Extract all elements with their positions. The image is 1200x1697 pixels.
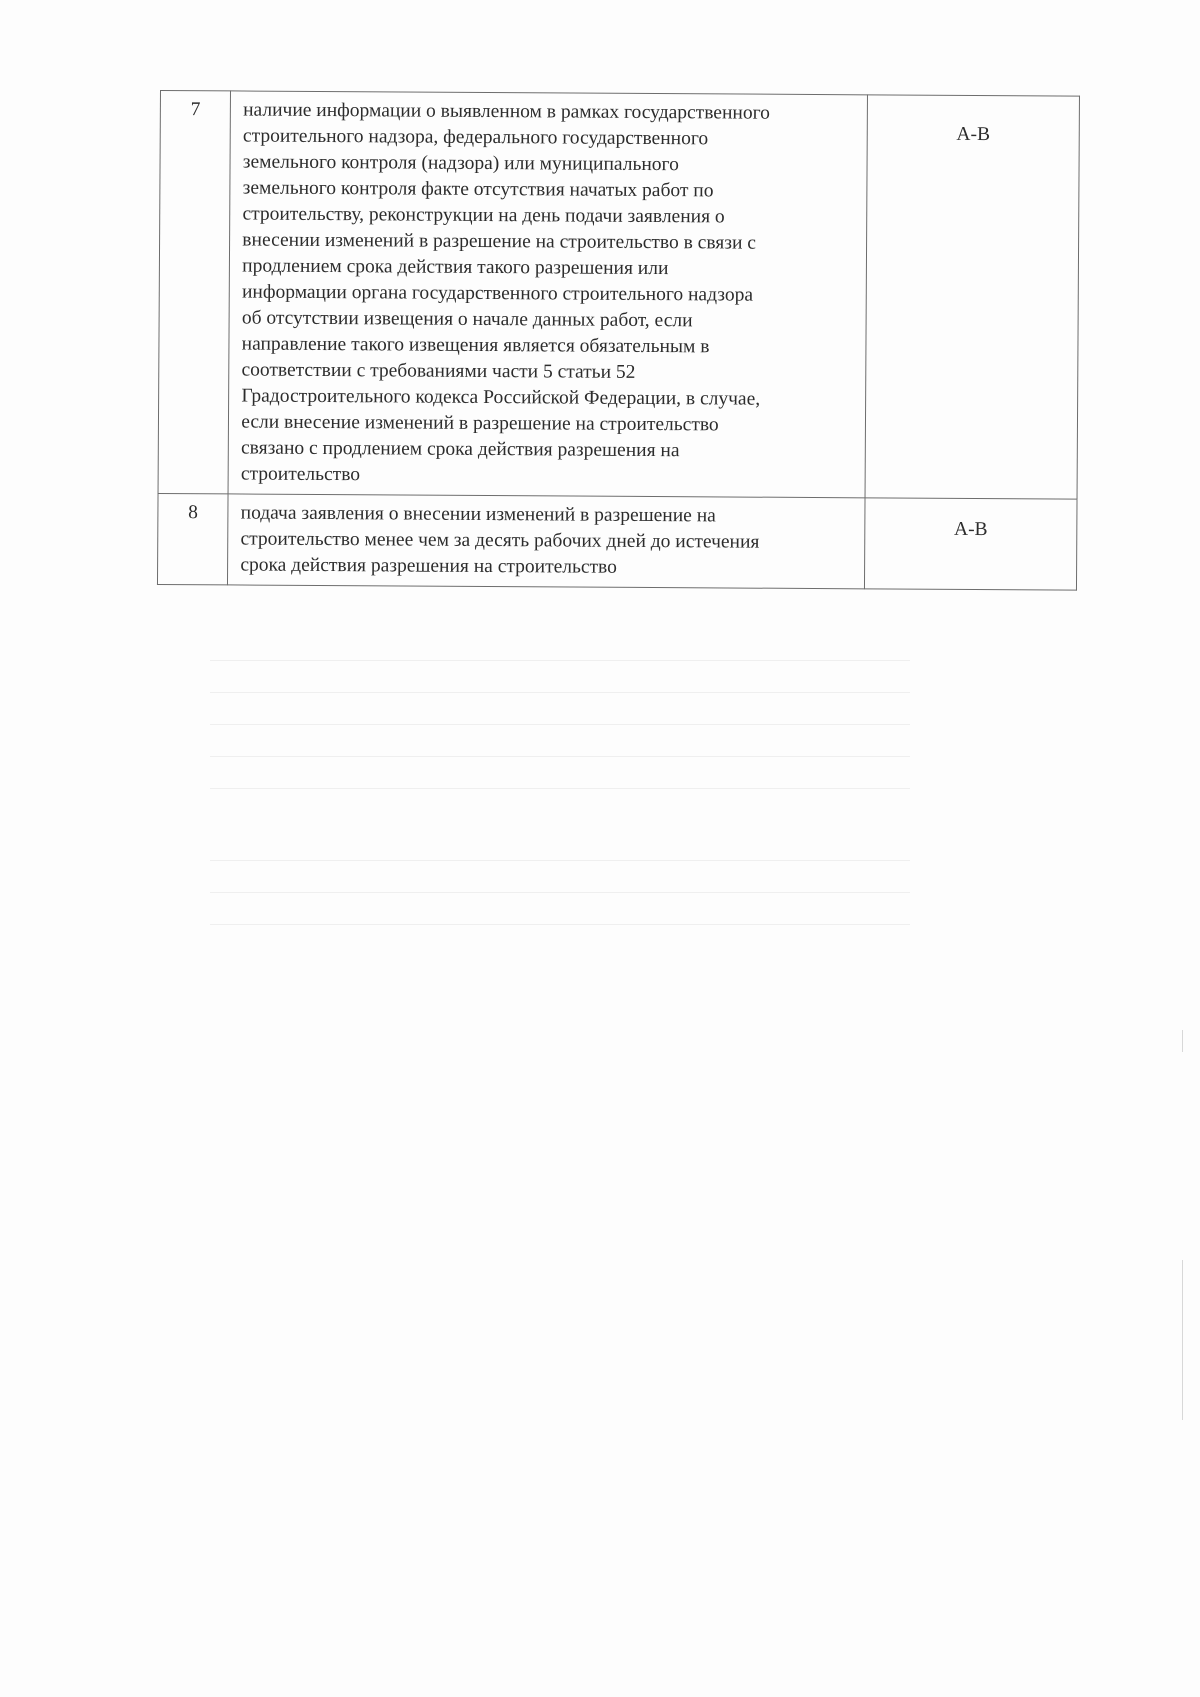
description-line: срока действия разрешения на строительство [240,554,617,578]
bleed-through-line [210,660,910,661]
description-line: строительство [240,463,361,486]
row-code: А-В [865,95,1079,499]
criteria-table [157,90,1080,591]
bleed-through-line [210,724,910,725]
description-line: земельного контроля (надзора) или муниципального [242,151,679,176]
scan-edge-mark [1182,1260,1183,1420]
bleed-through-line [210,692,910,693]
description-line: строительству, реконструкции на день подачи заявления о [242,203,725,228]
description-line: Градостроительного кодекса Российской Федерации, в случае, [241,385,761,410]
bleed-through-line [210,924,910,925]
description-line: соответствии с требованиями части 5 статьи 52 [241,359,636,383]
table-row [157,493,1077,590]
row-description [228,494,865,589]
description-line: об отсутствии извещения о начале данных работ, если [241,307,693,332]
row-number: 7 [158,91,231,494]
description-line: строительного надзора, федерального государственного [242,125,709,150]
bleed-through-line [210,892,910,893]
description-line: продлением срока действия такого разрешения или [242,255,669,280]
description-line: связано с продлением срока действия разрешения на [241,437,680,462]
description-line: направление такого извещения является обязательным в [241,333,710,358]
description-line: информации органа государственного строительного надзора [241,281,754,306]
bleed-through-line [210,756,910,757]
description-line: внесении изменений в разрешение на строительство в связи с [242,229,757,254]
row-number: 8 [157,493,228,584]
table-row [158,91,1079,500]
bleed-through-line [210,788,910,789]
scan-edge-mark [1182,1030,1183,1052]
description-line: строительство менее чем за десять рабочих дней до истечения [240,528,760,553]
description-line: наличие информации о выявленном в рамках государственного [243,99,770,124]
description-line: земельного контроля факте отсутствия начатых работ по [242,177,714,202]
description-line: подача заявления о внесении изменений в разрешение на [240,502,716,527]
row-description [228,91,867,498]
description-line: если внесение изменений в разрешение на строительство [241,411,719,436]
bleed-through-line [210,860,910,861]
row-code: А-В [864,498,1077,590]
